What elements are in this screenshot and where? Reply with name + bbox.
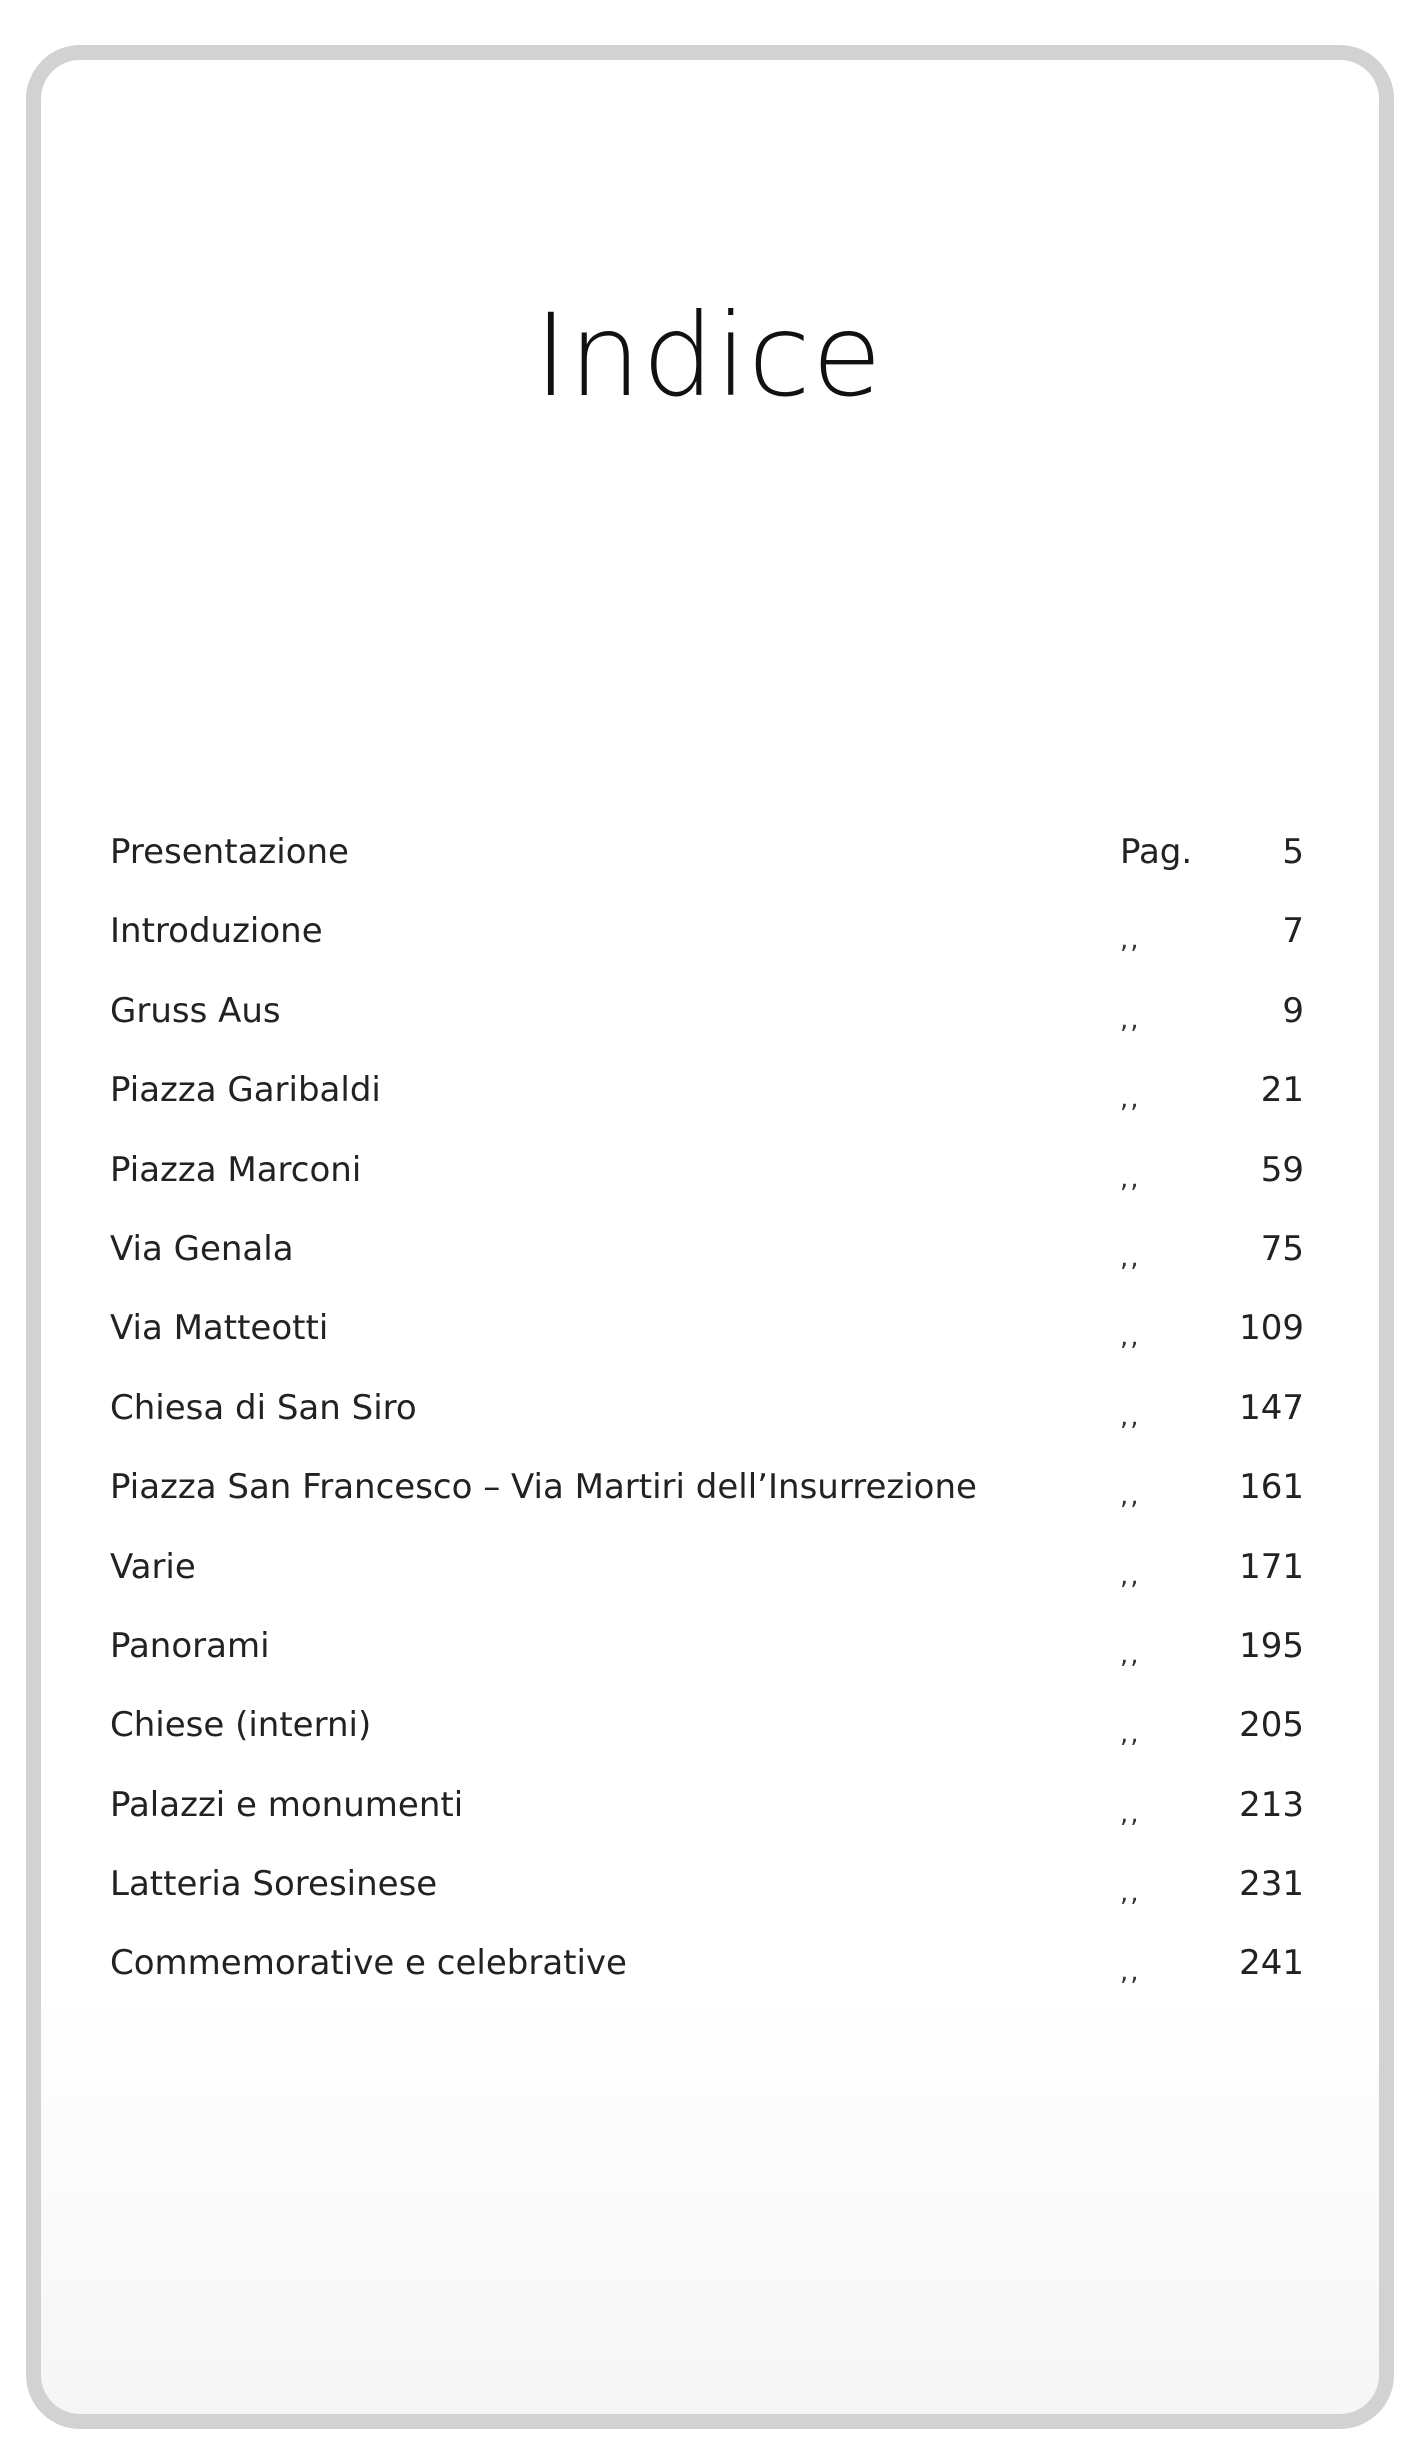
toc-entry-title: Gruss Aus [110,990,281,1031]
toc-entry[interactable] [0,1138,1417,1217]
toc-entry-page: 195 [1239,1625,1304,1666]
toc-entry-prefix: ,, [1120,925,1141,956]
toc-entry-page: 5 [1282,832,1304,872]
toc-entry-title: Chiesa di San Siro [110,1387,417,1428]
toc-entry-title: Presentazione [110,832,349,872]
toc-entry[interactable] [0,1058,1417,1137]
toc-entry[interactable] [0,1773,1417,1852]
toc-entry[interactable] [0,1614,1417,1693]
toc-entry-page: 161 [1239,1467,1304,1508]
toc-entry-title: Via Genala [110,1228,294,1269]
toc-entry-page: 109 [1239,1308,1304,1349]
toc-entry[interactable] [0,1852,1417,1931]
toc-entry-page: 75 [1260,1228,1304,1269]
toc-entry-prefix: ,, [1120,1004,1141,1035]
toc-entry[interactable] [0,1931,1417,2010]
toc-entry-prefix: ,, [1120,1639,1141,1670]
toc-entry[interactable] [0,820,1417,899]
toc-entry-prefix: ,, [1120,1242,1141,1273]
toc-entry-page: 231 [1239,1864,1304,1905]
toc-entry[interactable] [0,1693,1417,1772]
toc-entry-page: 147 [1239,1387,1304,1428]
toc-entry-page: 241 [1239,1943,1304,1984]
toc-entry-prefix: ,, [1120,1719,1141,1750]
toc-entry-prefix: ,, [1120,1401,1141,1432]
toc-entry-title: Piazza Garibaldi [110,1070,381,1111]
toc-entry-page: 9 [1282,990,1304,1031]
toc-entry-title: Piazza Marconi [110,1149,362,1190]
toc-entry-prefix: ,, [1120,1878,1141,1909]
toc-entry-prefix: ,, [1120,1322,1141,1353]
toc-entry[interactable] [0,1217,1417,1296]
table-of-contents [0,820,1417,2011]
toc-entry-page: 171 [1239,1546,1304,1587]
toc-entry-title: Commemorative e celebrative [110,1943,627,1984]
toc-entry[interactable] [0,1535,1417,1614]
toc-entry-prefix: ,, [1120,1560,1141,1591]
toc-entry-page: 7 [1282,911,1304,952]
toc-entry-title: Varie [110,1546,196,1587]
toc-entry-prefix: ,, [1120,1798,1141,1829]
toc-entry-prefix: ,, [1120,1163,1141,1194]
toc-entry[interactable] [0,899,1417,978]
toc-entry-page: 59 [1260,1149,1304,1190]
toc-entry-page: 205 [1239,1705,1304,1746]
toc-entry-title: Piazza San Francesco – Via Martiri dell’Insurrezione [110,1467,977,1508]
toc-entry[interactable] [0,1376,1417,1455]
toc-entry-prefix: ,, [1120,1084,1141,1115]
page-title: Indice [534,289,883,423]
toc-entry-page: 213 [1239,1784,1304,1825]
toc-entry-title: Introduzione [110,911,323,952]
toc-entry-prefix: ,, [1120,1957,1141,1988]
toc-entry-title: Latteria Soresinese [110,1864,438,1905]
toc-entry-title: Palazzi e monumenti [110,1784,464,1825]
toc-entry-title: Panorami [110,1625,270,1666]
toc-entry-prefix: Pag. [1120,832,1193,872]
toc-entry-title: Chiese (interni) [110,1705,372,1746]
toc-entry[interactable] [0,979,1417,1058]
toc-entry-page: 21 [1260,1070,1304,1111]
toc-entry-title: Via Matteotti [110,1308,329,1349]
toc-entry-prefix: ,, [1120,1481,1141,1512]
toc-entry[interactable] [0,1296,1417,1375]
toc-entry[interactable] [0,1455,1417,1534]
